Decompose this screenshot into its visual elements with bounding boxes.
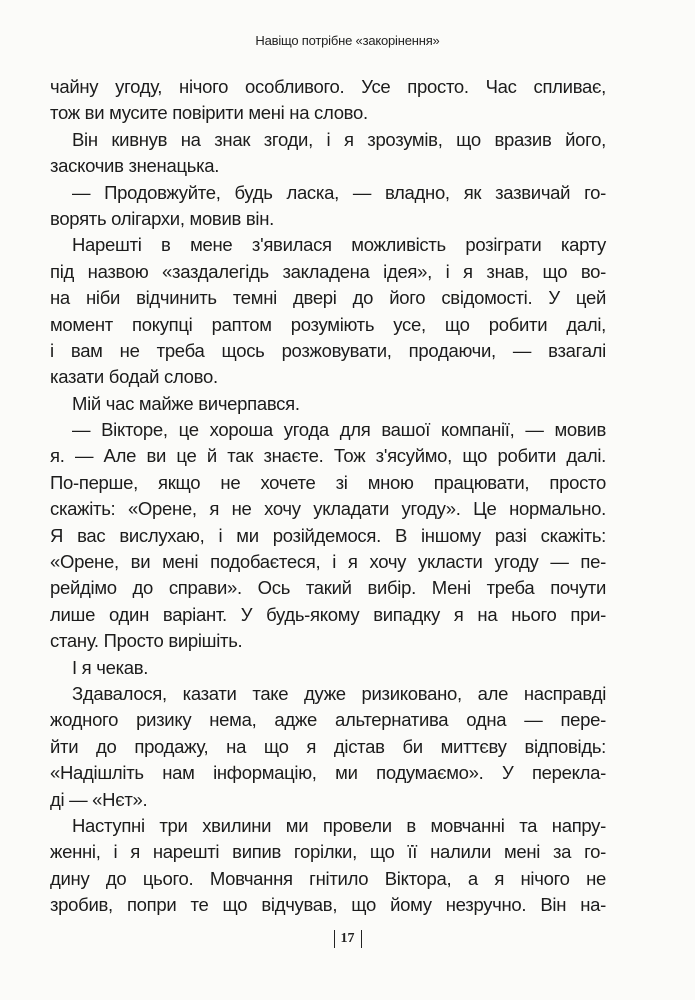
text-line: на ніби відчинить темні двері до його свідомості. У цей: [50, 287, 606, 309]
text-line: і вам не треба щось розжовувати, продаючи, — взагалі: [50, 339, 606, 361]
text-line: чайну угоду, нічого особливого. Усе просто. Час спливає,: [50, 76, 606, 97]
text-line: рейдімо до справи». Ось такий вибір. Мені треба почути: [50, 577, 606, 599]
text-line: Мій час майже вичерпався.: [72, 392, 300, 414]
text-line: лише один варіант. У будь-якому випадку я на нього при-: [50, 603, 606, 625]
text-line: Здавалося, казати таке дуже ризиковано, але насправді: [72, 682, 606, 704]
text-line: момент покупці раптом розуміють усе, що робити далі,: [50, 313, 606, 335]
text-line: ворять олігархи, мовив він.: [50, 207, 274, 229]
text-line: І я чекав.: [72, 656, 149, 678]
text-line: жодного ризику нема, адже альтернатива одна — пере-: [50, 709, 606, 731]
text-line: Нарешті в мене з'явилася можливість розіграти карту: [72, 234, 606, 256]
text-line: дину до цього. Мовчання гнітило Віктора, а я нічого не: [50, 867, 606, 889]
text-line: — Вікторе, це хороша угода для вашої компанії, — мовив: [72, 419, 606, 441]
text-line: «Орене, ви мені подобаєтеся, і я хочу укласти угоду — пе-: [50, 551, 606, 573]
text-line: — Продовжуйте, будь ласка, — владно, як зазвичай го-: [72, 181, 606, 203]
page-number-divider-right: [361, 930, 362, 948]
text-line: йти до продажу, на що я дістав би миттєву відповідь:: [50, 735, 606, 757]
body-text: [50, 74, 606, 919]
text-line: женні, і я нарешті випив горілки, що її налили мені за го-: [50, 841, 606, 863]
text-line: «Надішліть нам інформацію, ми подумаємо». У перекла-: [50, 762, 606, 784]
text-line: Я вас вислухаю, і ми розійдемося. В іншому разі скажіть:: [50, 524, 606, 546]
text-line: заскочив зненацька.: [50, 155, 220, 177]
text-line: По-перше, якщо не хочете зі мною працювати, просто: [50, 471, 606, 493]
page-number: 17: [340, 931, 355, 947]
text-line: казати бодай слово.: [50, 366, 218, 388]
text-line: Наступні три хвилини ми провели в мовчанні та напру-: [72, 814, 606, 836]
text-line: стану. Просто вирішіть.: [50, 630, 243, 652]
text-line: під назвою «заздалегідь закладена ідея», і я знав, що во-: [50, 260, 606, 282]
text-line: ді — «Нєт».: [50, 788, 148, 810]
text-line: тож ви мусите повірити мені на слово.: [50, 102, 368, 124]
page-number-block: [0, 930, 695, 948]
page-number-divider-left: [334, 930, 335, 948]
text-line: скажіть: «Орене, я не хочу укладати угоду». Це нормально.: [50, 498, 606, 520]
running-header: Навіщо потрібне «закорінення»: [255, 33, 440, 48]
text-line: Він кивнув на знак згоди, і я зрозумів, що вразив його,: [72, 128, 606, 150]
text-line: зробив, попри те що відчував, що йому незручно. Він на-: [50, 894, 606, 916]
text-line: я. — Але ви це й так знаєте. Тож з'ясуймо, що робити далі.: [50, 445, 606, 467]
